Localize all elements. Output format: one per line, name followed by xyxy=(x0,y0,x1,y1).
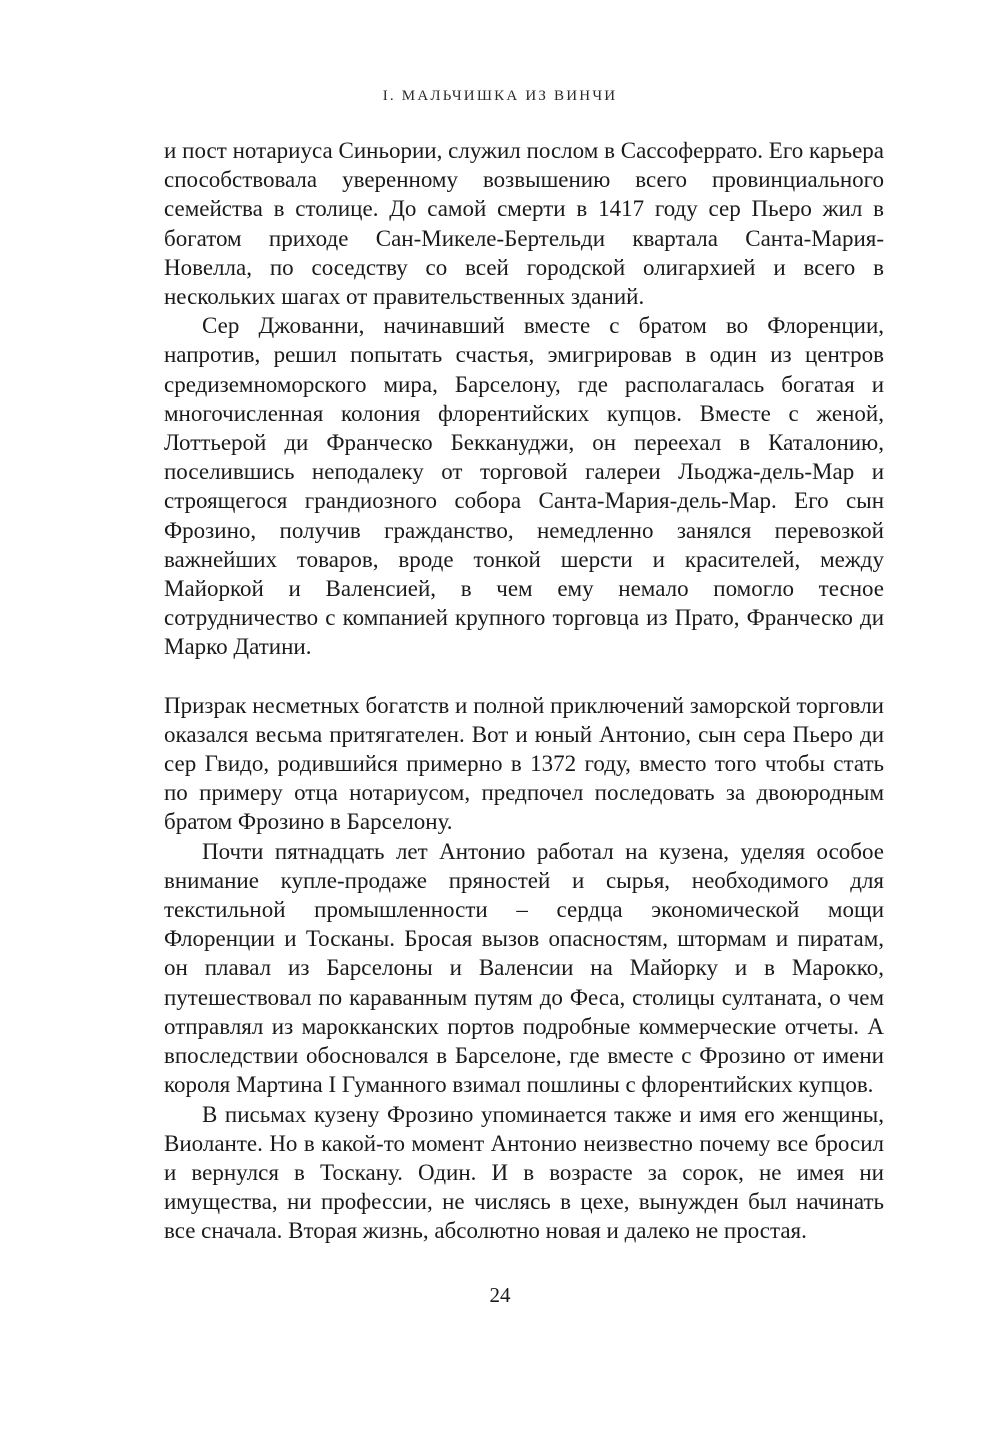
body-text xyxy=(164,136,884,1246)
running-header: I. МАЛЬЧИШКА ИЗ ВИНЧИ xyxy=(382,88,618,104)
paragraph-section-start: Призрак несметных богатств и полной приключений заморской торговли оказался весьма притягателен. Вот и юный Антонио, сын сера Пьеро ди сер Гвидо, родившийся примерно в 1372 году, вместо того чтобы стать по примеру отца нотариусом, предпочел последовать за двоюродным братом Фрозино в Барселону. xyxy=(164,692,884,835)
paragraph-antonio-work: Почти пятнадцать лет Антонио работал на кузена, уделяя особое внимание купле-продаже пряностей и сырья, необходимого для текстильной промышленности – сердца экономической мощи Флоренции и Тосканы. Бросая вызов опасностям, штормам и пиратам, он плавал из Барселоны и Валенсии на Майорку и в Марокко, путешествовал по караванным путям до Феса, столицы султаната, о чем отправлял из марокканских портов подробные коммерческие отчеты. А впоследствии обосновался в Барселоне, где вместе с Фрозино от имени короля Мартина I Гуманного взимал пошлины с флорентийских купцов. xyxy=(164,838,884,1098)
paragraph-continued: и пост нотариуса Синьории, служил послом в Сассоферрато. Его карьера способствовала уверенному возвышению всего провинциального семейства в столице. До самой смерти в 1417 году сер Пьеро жил в богатом приходе Сан-Микеле-Бертельди квартала Санта-Мария-Новелла, по соседству со всей городской олигархией и всего в нескольких шагах от правительственных зданий. xyxy=(164,138,884,310)
paragraph-ser-giovanni: Сер Джованни, начинавший вместе с братом во Флоренции, напротив, решил попытать счастья, эмигрировав в один из центров средиземноморского мира, Барселону, где располагалась богатая и многочисленная колония флорентийских купцов. Вместе с женой, Лоттьерой ди Франческо Беккануджи, он переехал в Каталонию, поселившись неподалеку от торговой галереи Льоджа-дель-Мар и строящегося грандиозного собора Санта-Мария-дель-Мар. Его сын Фрозино, получив гражданство, немедленно занялся перевозкой важнейших товаров, вроде тонкой шерсти и красителей, между Майоркой и Валенсией, в чем ему немало помогло тесное сотрудничество с компанией крупного торговца из Прато, Франческо ди Марко Датини. xyxy=(164,313,884,660)
page-number: 24 xyxy=(489,1283,511,1307)
paragraph-return-tuscany: В письмах кузену Фрозино упоминается также и имя его женщины, Виоланте. Но в какой-то момент Антонио неизвестно почему все бросил и вернулся в Тоскану. Один. И в возрасте за сорок, не имея ни имущества, ни профессии, не числясь в цехе, вынужден был начинать все сначала. Вторая жизнь, абсолютно новая и далеко не простая. xyxy=(164,1101,884,1244)
